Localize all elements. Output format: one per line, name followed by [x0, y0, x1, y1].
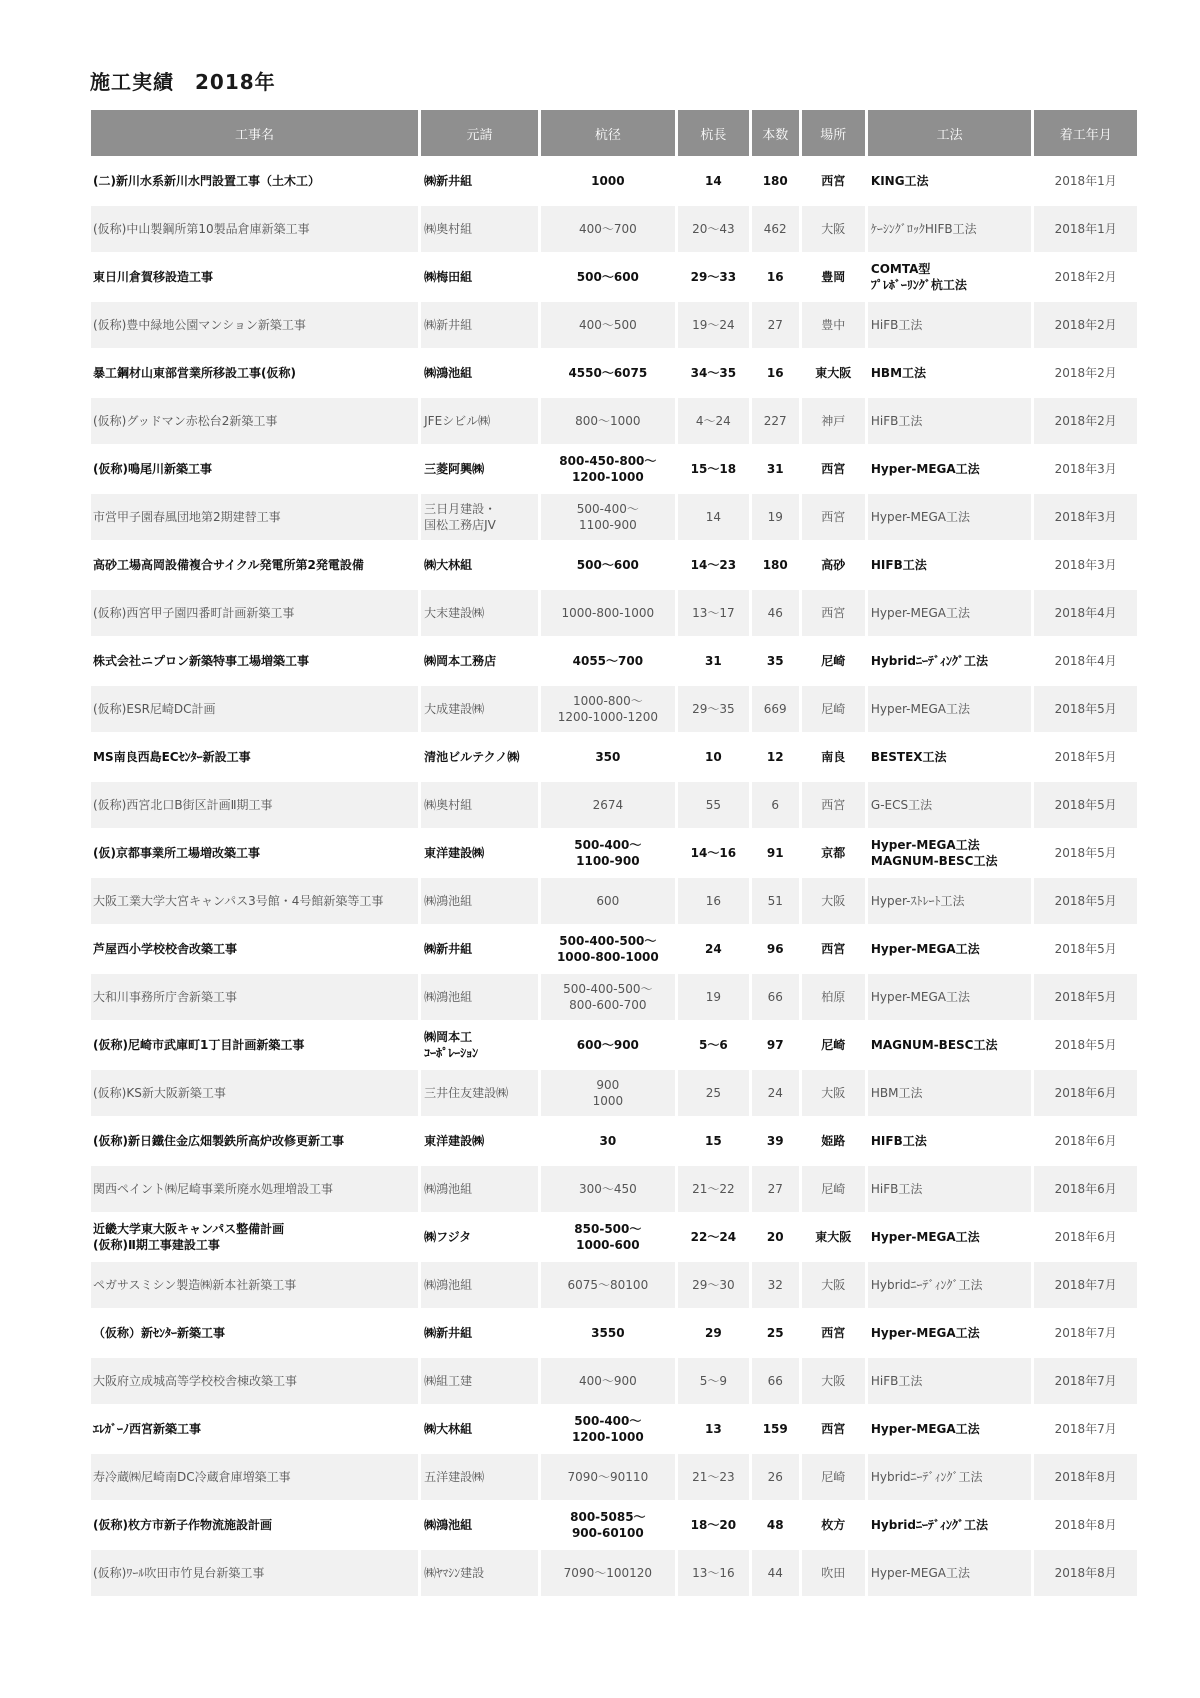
- column-header-pile-length: 杭長: [678, 110, 749, 156]
- cell-pile-count: 227: [752, 398, 799, 444]
- table-row: [91, 1214, 1137, 1260]
- table-row: [91, 446, 1137, 492]
- table-row: [91, 878, 1137, 924]
- cell-project-name: (仮称)西宮甲子園四番町計画新築工事: [91, 590, 418, 636]
- cell-start-date: 2018年5月: [1034, 1022, 1137, 1068]
- cell-project-name: (仮称)KS新大阪新築工事: [91, 1070, 418, 1116]
- cell-location: 西宮: [802, 590, 865, 636]
- table-row: [91, 974, 1137, 1020]
- table-header-row: [91, 110, 1137, 156]
- cell-location: 姫路: [802, 1118, 865, 1164]
- cell-contractor: ㈱ﾔﾏｼﾝ建設: [421, 1550, 538, 1596]
- table-row: [91, 1502, 1137, 1548]
- cell-start-date: 2018年3月: [1034, 494, 1137, 540]
- cell-pile-length: 20～43: [678, 206, 749, 252]
- cell-pile-diameter: 1000-800～ 1200-1000-1200: [541, 686, 675, 732]
- cell-start-date: 2018年6月: [1034, 1214, 1137, 1260]
- cell-pile-diameter: 500～600: [541, 542, 675, 588]
- cell-pile-count: 16: [752, 254, 799, 300]
- cell-project-name: (二)新川水系新川水門設置工事（土木工）: [91, 158, 418, 204]
- cell-contractor: ㈱鴻池組: [421, 1502, 538, 1548]
- cell-project-name: ｴﾚｶﾞｰﾉ西宮新築工事: [91, 1406, 418, 1452]
- cell-pile-diameter: 4055～700: [541, 638, 675, 684]
- cell-project-name: (仮称)枚方市新子作物流施設計画: [91, 1502, 418, 1548]
- cell-project-name: 大阪府立成城高等学校校舎棟改築工事: [91, 1358, 418, 1404]
- cell-contractor: ㈱奥村組: [421, 206, 538, 252]
- cell-pile-length: 14～16: [678, 830, 749, 876]
- cell-pile-length: 29: [678, 1310, 749, 1356]
- cell-pile-count: 91: [752, 830, 799, 876]
- cell-location: 南良: [802, 734, 865, 780]
- cell-project-name: 大和川事務所庁舎新築工事: [91, 974, 418, 1020]
- cell-pile-diameter: 7090～90110: [541, 1454, 675, 1500]
- cell-method: HBM工法: [868, 1070, 1032, 1116]
- cell-location: 尼崎: [802, 686, 865, 732]
- cell-project-name: 株式会社ニプロン新築特事工場増築工事: [91, 638, 418, 684]
- table-row: [91, 1454, 1137, 1500]
- cell-pile-diameter: 850-500～ 1000-600: [541, 1214, 675, 1260]
- cell-start-date: 2018年4月: [1034, 638, 1137, 684]
- cell-pile-count: 6: [752, 782, 799, 828]
- cell-pile-length: 29～33: [678, 254, 749, 300]
- cell-method: Hybridﾆｰﾃﾞｨﾝｸﾞ工法: [868, 1454, 1032, 1500]
- cell-start-date: 2018年1月: [1034, 206, 1137, 252]
- cell-location: 西宮: [802, 158, 865, 204]
- cell-contractor: ㈱新井組: [421, 158, 538, 204]
- cell-project-name: (仮称)西宮北口B街区計画Ⅱ期工事: [91, 782, 418, 828]
- cell-method: HiFB工法: [868, 302, 1032, 348]
- cell-project-name: (仮)京都事業所工場増改築工事: [91, 830, 418, 876]
- cell-pile-count: 180: [752, 158, 799, 204]
- cell-location: 大阪: [802, 1358, 865, 1404]
- cell-pile-count: 51: [752, 878, 799, 924]
- cell-project-name: 東日川倉賀移設造工事: [91, 254, 418, 300]
- cell-start-date: 2018年5月: [1034, 926, 1137, 972]
- cell-pile-diameter: 350: [541, 734, 675, 780]
- cell-pile-length: 19: [678, 974, 749, 1020]
- cell-pile-length: 13～17: [678, 590, 749, 636]
- cell-contractor: ㈱岡本工 ｺｰﾎﾟﾚｰｼｮﾝ: [421, 1022, 538, 1068]
- cell-pile-diameter: 500-400～ 1100-900: [541, 494, 675, 540]
- cell-project-name: (仮称)尼崎市武庫町1丁目計画新築工事: [91, 1022, 418, 1068]
- cell-pile-count: 44: [752, 1550, 799, 1596]
- cell-project-name: (仮称)ESR尼崎DC計画: [91, 686, 418, 732]
- cell-start-date: 2018年6月: [1034, 1166, 1137, 1212]
- page-title: 施工実績 2018年: [90, 70, 276, 94]
- cell-start-date: 2018年5月: [1034, 974, 1137, 1020]
- cell-pile-count: 159: [752, 1406, 799, 1452]
- cell-project-name: (仮称)鳴尾川新築工事: [91, 446, 418, 492]
- cell-project-name: 芦屋西小学校校舎改築工事: [91, 926, 418, 972]
- table-row: [91, 254, 1137, 300]
- cell-contractor: ㈱大林組: [421, 1406, 538, 1452]
- cell-location: 東大阪: [802, 1214, 865, 1260]
- cell-location: 尼崎: [802, 1166, 865, 1212]
- cell-method: Hybridﾆｰﾃﾞｨﾝｸﾞ工法: [868, 1262, 1032, 1308]
- cell-contractor: ㈱組工建: [421, 1358, 538, 1404]
- cell-pile-length: 25: [678, 1070, 749, 1116]
- cell-project-name: (仮称)中山製鋼所第10製品倉庫新築工事: [91, 206, 418, 252]
- cell-project-name: 関西ペイント㈱尼崎事業所廃水処理増設工事: [91, 1166, 418, 1212]
- cell-pile-length: 10: [678, 734, 749, 780]
- cell-project-name: 近畿大学東大阪キャンパス整備計画 (仮称)Ⅱ期工事建設工事: [91, 1214, 418, 1260]
- cell-project-name: （仮称）新ｾﾝﾀｰ新築工事: [91, 1310, 418, 1356]
- cell-pile-diameter: 600～900: [541, 1022, 675, 1068]
- cell-pile-length: 21～22: [678, 1166, 749, 1212]
- cell-pile-length: 14: [678, 158, 749, 204]
- cell-pile-diameter: 500～600: [541, 254, 675, 300]
- cell-pile-length: 19～24: [678, 302, 749, 348]
- cell-pile-length: 21～23: [678, 1454, 749, 1500]
- cell-project-name: MS南良西島ECｾﾝﾀｰ新設工事: [91, 734, 418, 780]
- cell-pile-diameter: 30: [541, 1118, 675, 1164]
- column-header-start-date: 着工年月: [1034, 110, 1137, 156]
- cell-method: Hyper-MEGA工法 MAGNUM-BESC工法: [868, 830, 1032, 876]
- cell-method: HiFB工法: [868, 398, 1032, 444]
- cell-pile-length: 4～24: [678, 398, 749, 444]
- cell-location: 西宮: [802, 782, 865, 828]
- cell-pile-count: 46: [752, 590, 799, 636]
- cell-contractor: 清池ビルテクノ㈱: [421, 734, 538, 780]
- cell-project-name: (仮称)豊中緑地公園マンション新築工事: [91, 302, 418, 348]
- table-row: [91, 1550, 1137, 1596]
- table-row: [91, 1406, 1137, 1452]
- table-row: [91, 494, 1137, 540]
- cell-pile-length: 22～24: [678, 1214, 749, 1260]
- table-row: [91, 158, 1137, 204]
- cell-method: KING工法: [868, 158, 1032, 204]
- column-header-pile-count: 本数: [752, 110, 799, 156]
- cell-pile-diameter: 7090～100120: [541, 1550, 675, 1596]
- cell-location: 大阪: [802, 878, 865, 924]
- cell-method: Hyper-MEGA工法: [868, 1310, 1032, 1356]
- cell-method: HIFB工法: [868, 542, 1032, 588]
- cell-start-date: 2018年7月: [1034, 1406, 1137, 1452]
- cell-project-name: (仮称)グッドマン赤松台2新築工事: [91, 398, 418, 444]
- cell-pile-diameter: 500-400～ 1200-1000: [541, 1406, 675, 1452]
- cell-pile-count: 27: [752, 302, 799, 348]
- cell-contractor: 三日月建設・ 国松工務店JV: [421, 494, 538, 540]
- cell-pile-diameter: 4550～6075: [541, 350, 675, 396]
- cell-contractor: 東洋建設㈱: [421, 830, 538, 876]
- table-body: [91, 158, 1137, 1596]
- construction-results-table: [88, 108, 1140, 1598]
- cell-contractor: JFEシビル㈱: [421, 398, 538, 444]
- cell-method: HiFB工法: [868, 1166, 1032, 1212]
- cell-method: Hybridﾆｰﾃﾞｨﾝｸﾞ工法: [868, 1502, 1032, 1548]
- cell-contractor: ㈱鴻池組: [421, 974, 538, 1020]
- cell-pile-count: 31: [752, 446, 799, 492]
- cell-project-name: 暴工鋼材山東部営業所移設工事(仮称): [91, 350, 418, 396]
- cell-pile-count: 48: [752, 1502, 799, 1548]
- cell-pile-count: 96: [752, 926, 799, 972]
- cell-method: Hyper-MEGA工法: [868, 1406, 1032, 1452]
- cell-start-date: 2018年7月: [1034, 1310, 1137, 1356]
- table-row: [91, 398, 1137, 444]
- table-row: [91, 590, 1137, 636]
- cell-pile-length: 24: [678, 926, 749, 972]
- cell-method: Hyper-MEGA工法: [868, 446, 1032, 492]
- cell-pile-count: 180: [752, 542, 799, 588]
- table-row: [91, 1310, 1137, 1356]
- cell-method: HIFB工法: [868, 1118, 1032, 1164]
- cell-contractor: 五洋建設㈱: [421, 1454, 538, 1500]
- cell-start-date: 2018年2月: [1034, 254, 1137, 300]
- cell-pile-length: 14: [678, 494, 749, 540]
- cell-location: 大阪: [802, 1262, 865, 1308]
- cell-method: G-ECS工法: [868, 782, 1032, 828]
- cell-pile-count: 19: [752, 494, 799, 540]
- cell-location: 柏原: [802, 974, 865, 1020]
- column-header-contractor: 元請: [421, 110, 538, 156]
- cell-method: Hyper-MEGA工法: [868, 1214, 1032, 1260]
- cell-contractor: ㈱新井組: [421, 926, 538, 972]
- cell-pile-count: 26: [752, 1454, 799, 1500]
- cell-start-date: 2018年1月: [1034, 158, 1137, 204]
- cell-start-date: 2018年5月: [1034, 734, 1137, 780]
- cell-pile-diameter: 400～900: [541, 1358, 675, 1404]
- cell-method: Hyper-ｽﾄﾚｰﾄ工法: [868, 878, 1032, 924]
- cell-contractor: ㈱奥村組: [421, 782, 538, 828]
- cell-contractor: ㈱鴻池組: [421, 1262, 538, 1308]
- table-row: [91, 350, 1137, 396]
- cell-pile-diameter: 6075～80100: [541, 1262, 675, 1308]
- table-row: [91, 782, 1137, 828]
- cell-pile-length: 31: [678, 638, 749, 684]
- cell-pile-length: 15: [678, 1118, 749, 1164]
- table-row: [91, 1022, 1137, 1068]
- cell-project-name: 市営甲子園春風団地第2期建替工事: [91, 494, 418, 540]
- cell-start-date: 2018年7月: [1034, 1358, 1137, 1404]
- cell-method: COMTA型 ﾌﾟﾚﾎﾞｰﾘﾝｸﾞ杭工法: [868, 254, 1032, 300]
- cell-location: 尼崎: [802, 638, 865, 684]
- cell-contractor: ㈱フジタ: [421, 1214, 538, 1260]
- cell-project-name: 寿冷蔵㈱尼崎南DC冷蔵倉庫増築工事: [91, 1454, 418, 1500]
- cell-location: 大阪: [802, 206, 865, 252]
- cell-pile-count: 20: [752, 1214, 799, 1260]
- cell-start-date: 2018年5月: [1034, 782, 1137, 828]
- cell-pile-count: 25: [752, 1310, 799, 1356]
- cell-pile-diameter: 3550: [541, 1310, 675, 1356]
- cell-location: 大阪: [802, 1070, 865, 1116]
- cell-method: Hyper-MEGA工法: [868, 926, 1032, 972]
- cell-pile-length: 29～30: [678, 1262, 749, 1308]
- cell-contractor: ㈱鴻池組: [421, 1166, 538, 1212]
- cell-contractor: ㈱大林組: [421, 542, 538, 588]
- cell-method: Hyper-MEGA工法: [868, 686, 1032, 732]
- cell-start-date: 2018年6月: [1034, 1118, 1137, 1164]
- cell-pile-diameter: 400～700: [541, 206, 675, 252]
- cell-location: 西宮: [802, 494, 865, 540]
- cell-location: 豊中: [802, 302, 865, 348]
- table-row: [91, 1358, 1137, 1404]
- cell-location: 尼崎: [802, 1022, 865, 1068]
- cell-pile-count: 39: [752, 1118, 799, 1164]
- table-row: [91, 1166, 1137, 1212]
- cell-location: 高砂: [802, 542, 865, 588]
- cell-pile-diameter: 800-450-800～ 1200-1000: [541, 446, 675, 492]
- cell-project-name: (仮称)ﾜｰﾙ吹田市竹見台新築工事: [91, 1550, 418, 1596]
- cell-location: 吹田: [802, 1550, 865, 1596]
- cell-method: MAGNUM-BESC工法: [868, 1022, 1032, 1068]
- cell-pile-diameter: 1000-800-1000: [541, 590, 675, 636]
- cell-method: BESTEX工法: [868, 734, 1032, 780]
- cell-start-date: 2018年5月: [1034, 830, 1137, 876]
- cell-pile-diameter: 300～450: [541, 1166, 675, 1212]
- column-header-location: 場所: [802, 110, 865, 156]
- cell-pile-count: 24: [752, 1070, 799, 1116]
- cell-location: 枚方: [802, 1502, 865, 1548]
- table-row: [91, 638, 1137, 684]
- cell-start-date: 2018年4月: [1034, 590, 1137, 636]
- cell-contractor: ㈱鴻池組: [421, 878, 538, 924]
- cell-pile-count: 35: [752, 638, 799, 684]
- cell-contractor: 東洋建設㈱: [421, 1118, 538, 1164]
- cell-method: Hybridﾆｰﾃﾞｨﾝｸﾞ工法: [868, 638, 1032, 684]
- column-header-method: 工法: [868, 110, 1032, 156]
- cell-pile-diameter: 800-5085～ 900-60100: [541, 1502, 675, 1548]
- cell-start-date: 2018年2月: [1034, 398, 1137, 444]
- table-row: [91, 686, 1137, 732]
- cell-pile-length: 15～18: [678, 446, 749, 492]
- cell-pile-length: 29～35: [678, 686, 749, 732]
- cell-contractor: 大末建設㈱: [421, 590, 538, 636]
- cell-pile-diameter: 1000: [541, 158, 675, 204]
- cell-start-date: 2018年8月: [1034, 1502, 1137, 1548]
- cell-contractor: 三菱阿興㈱: [421, 446, 538, 492]
- cell-pile-count: 669: [752, 686, 799, 732]
- cell-method: Hyper-MEGA工法: [868, 974, 1032, 1020]
- cell-location: 尼崎: [802, 1454, 865, 1500]
- cell-pile-count: 12: [752, 734, 799, 780]
- cell-pile-diameter: 2674: [541, 782, 675, 828]
- cell-start-date: 2018年3月: [1034, 542, 1137, 588]
- table-row: [91, 734, 1137, 780]
- table-row: [91, 542, 1137, 588]
- cell-contractor: ㈱梅田組: [421, 254, 538, 300]
- table-row: [91, 206, 1137, 252]
- cell-method: Hyper-MEGA工法: [868, 1550, 1032, 1596]
- cell-contractor: ㈱鴻池組: [421, 350, 538, 396]
- cell-method: Hyper-MEGA工法: [868, 590, 1032, 636]
- cell-contractor: 大成建設㈱: [421, 686, 538, 732]
- cell-location: 京都: [802, 830, 865, 876]
- cell-project-name: (仮称)新日鐵住金広畑製鉄所高炉改修更新工事: [91, 1118, 418, 1164]
- cell-contractor: ㈱岡本工務店: [421, 638, 538, 684]
- cell-location: 西宮: [802, 1310, 865, 1356]
- cell-location: 西宮: [802, 446, 865, 492]
- cell-pile-diameter: 400～500: [541, 302, 675, 348]
- table-row: [91, 1118, 1137, 1164]
- cell-location: 東大阪: [802, 350, 865, 396]
- table-row: [91, 1070, 1137, 1116]
- cell-pile-diameter: 900 1000: [541, 1070, 675, 1116]
- cell-location: 西宮: [802, 1406, 865, 1452]
- cell-pile-diameter: 500-400-500～ 1000-800-1000: [541, 926, 675, 972]
- cell-method: Hyper-MEGA工法: [868, 494, 1032, 540]
- cell-start-date: 2018年3月: [1034, 446, 1137, 492]
- cell-pile-length: 13: [678, 1406, 749, 1452]
- cell-pile-length: 18～20: [678, 1502, 749, 1548]
- cell-pile-count: 32: [752, 1262, 799, 1308]
- cell-pile-count: 16: [752, 350, 799, 396]
- cell-start-date: 2018年6月: [1034, 1070, 1137, 1116]
- cell-start-date: 2018年2月: [1034, 350, 1137, 396]
- cell-pile-length: 14～23: [678, 542, 749, 588]
- cell-pile-diameter: 600: [541, 878, 675, 924]
- cell-method: HiFB工法: [868, 1358, 1032, 1404]
- cell-pile-count: 66: [752, 974, 799, 1020]
- column-header-pile-diameter: 杭径: [541, 110, 675, 156]
- table-row: [91, 302, 1137, 348]
- cell-location: 西宮: [802, 926, 865, 972]
- cell-pile-length: 34～35: [678, 350, 749, 396]
- cell-start-date: 2018年7月: [1034, 1262, 1137, 1308]
- cell-project-name: 大阪工業大学大宮キャンパス3号館・4号館新築等工事: [91, 878, 418, 924]
- cell-pile-diameter: 500-400～ 1100-900: [541, 830, 675, 876]
- cell-pile-diameter: 800～1000: [541, 398, 675, 444]
- cell-start-date: 2018年8月: [1034, 1550, 1137, 1596]
- cell-contractor: 三井住友建設㈱: [421, 1070, 538, 1116]
- cell-contractor: ㈱新井組: [421, 1310, 538, 1356]
- cell-pile-count: 27: [752, 1166, 799, 1212]
- cell-contractor: ㈱新井組: [421, 302, 538, 348]
- table-row: [91, 926, 1137, 972]
- cell-pile-length: 5～9: [678, 1358, 749, 1404]
- cell-start-date: 2018年5月: [1034, 686, 1137, 732]
- cell-project-name: ペガサスミシン製造㈱新本社新築工事: [91, 1262, 418, 1308]
- cell-pile-count: 462: [752, 206, 799, 252]
- cell-pile-count: 66: [752, 1358, 799, 1404]
- cell-pile-length: 16: [678, 878, 749, 924]
- cell-pile-count: 97: [752, 1022, 799, 1068]
- cell-start-date: 2018年2月: [1034, 302, 1137, 348]
- cell-location: 神戸: [802, 398, 865, 444]
- cell-location: 豊岡: [802, 254, 865, 300]
- cell-method: ｹｰｼﾝｸﾞﾛｯｸHIFB工法: [868, 206, 1032, 252]
- column-header-project-name: 工事名: [91, 110, 418, 156]
- cell-pile-length: 5～6: [678, 1022, 749, 1068]
- cell-method: HBM工法: [868, 350, 1032, 396]
- cell-pile-diameter: 500-400-500～ 800-600-700: [541, 974, 675, 1020]
- cell-project-name: 高砂工場高岡設備複合サイクル発電所第2発電設備: [91, 542, 418, 588]
- table-row: [91, 830, 1137, 876]
- table-row: [91, 1262, 1137, 1308]
- cell-start-date: 2018年5月: [1034, 878, 1137, 924]
- cell-start-date: 2018年8月: [1034, 1454, 1137, 1500]
- cell-pile-length: 13～16: [678, 1550, 749, 1596]
- cell-pile-length: 55: [678, 782, 749, 828]
